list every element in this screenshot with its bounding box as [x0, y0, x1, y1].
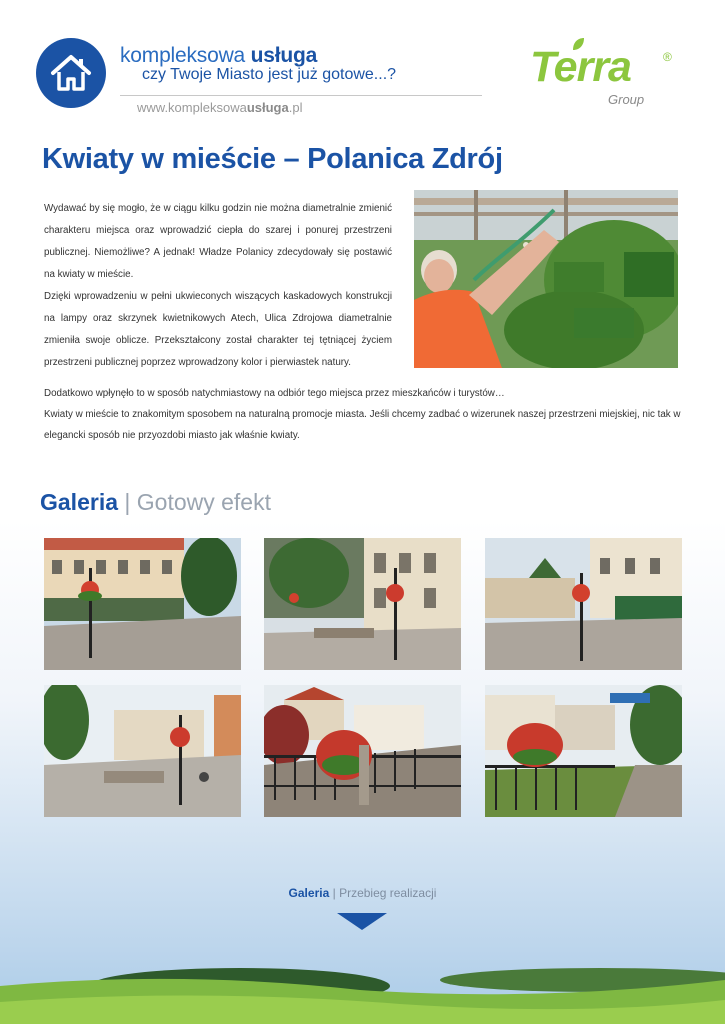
landscape-illustration [0, 940, 725, 1024]
tagline: kompleksowa usługa [120, 44, 318, 67]
footer-link-gallery[interactable]: Galeria [288, 886, 330, 900]
hero-photo [414, 190, 678, 368]
home-icon [48, 50, 94, 96]
intro-paragraph-1: Wydawać by się mogło, że w ciągu kilku godzin nie można diametralnie zmienić charakteru miejsca oraz wprowadzić ciepła do szarej i ponurej przestrzeni publicznej. Niemożliwe? A jednak! Władze Polanicy zdecydowały się postawić na kwiaty w mieście. [44, 203, 392, 280]
gallery-photo-5[interactable] [264, 685, 461, 817]
brand-registered-mark: ® [663, 50, 672, 64]
brand-group: Group [608, 92, 645, 107]
gallery-heading [40, 489, 271, 516]
intro-text [44, 198, 392, 374]
home-badge[interactable] [36, 38, 106, 108]
footer-link-progress[interactable]: Przebieg realizacji [339, 886, 437, 900]
tagline-question: czy Twoje Miasto jest już gotowe...? [142, 66, 397, 83]
header [0, 0, 725, 120]
arrow-down-icon[interactable] [337, 913, 387, 930]
page-title: Kwiaty w mieście – Polanica Zdrój [42, 143, 503, 175]
gallery-photo-6[interactable] [485, 685, 682, 817]
brand-logo [530, 44, 680, 114]
gallery-photo-1[interactable] [44, 538, 241, 670]
gallery-title: Galeria [40, 489, 118, 515]
footer-nav [0, 886, 725, 900]
site-url-link[interactable]: www.kompleksowausługa.pl [137, 100, 303, 115]
footer-separator: | [332, 886, 336, 900]
intro-paragraph-2: Dzięki wprowadzeniu w pełni ukwieconych wiszących kaskadowych konstrukcji na lampy oraz skrzynek kwietnikowych Atech, Ulica Zdrojowa diametralnie zmieniła swoje oblicze. Przekształcony został charakter tej tętniącej życiem przestrzeni publicznej poprzez wprowadzony kolor i pierwiastek natury. [44, 291, 392, 368]
brand-name: Terra [530, 43, 631, 91]
body-text [44, 383, 684, 446]
gallery-subtitle: Gotowy efekt [136, 489, 271, 515]
gallery-photo-4[interactable] [44, 685, 241, 817]
gallery-photo-3[interactable] [485, 538, 682, 670]
body-paragraph-2: Kwiaty w mieście to znakomitym sposobem na naturalną promocje miasta. Jeśli chcemy zadbać o wizerunek naszej przestrzeni miejskiej, nic tak w elegancki sposób nie przyozdobi miasto jak właśnie kwiaty. [44, 409, 681, 441]
gallery-separator: | [124, 489, 131, 515]
body-paragraph-1: Dodatkowo wpłynęło to w sposób natychmiastowy na odbiór tego miejsca przez mieszkańców i turystów… [44, 388, 505, 399]
gallery-photo-2[interactable] [264, 538, 461, 670]
header-divider [120, 95, 482, 96]
